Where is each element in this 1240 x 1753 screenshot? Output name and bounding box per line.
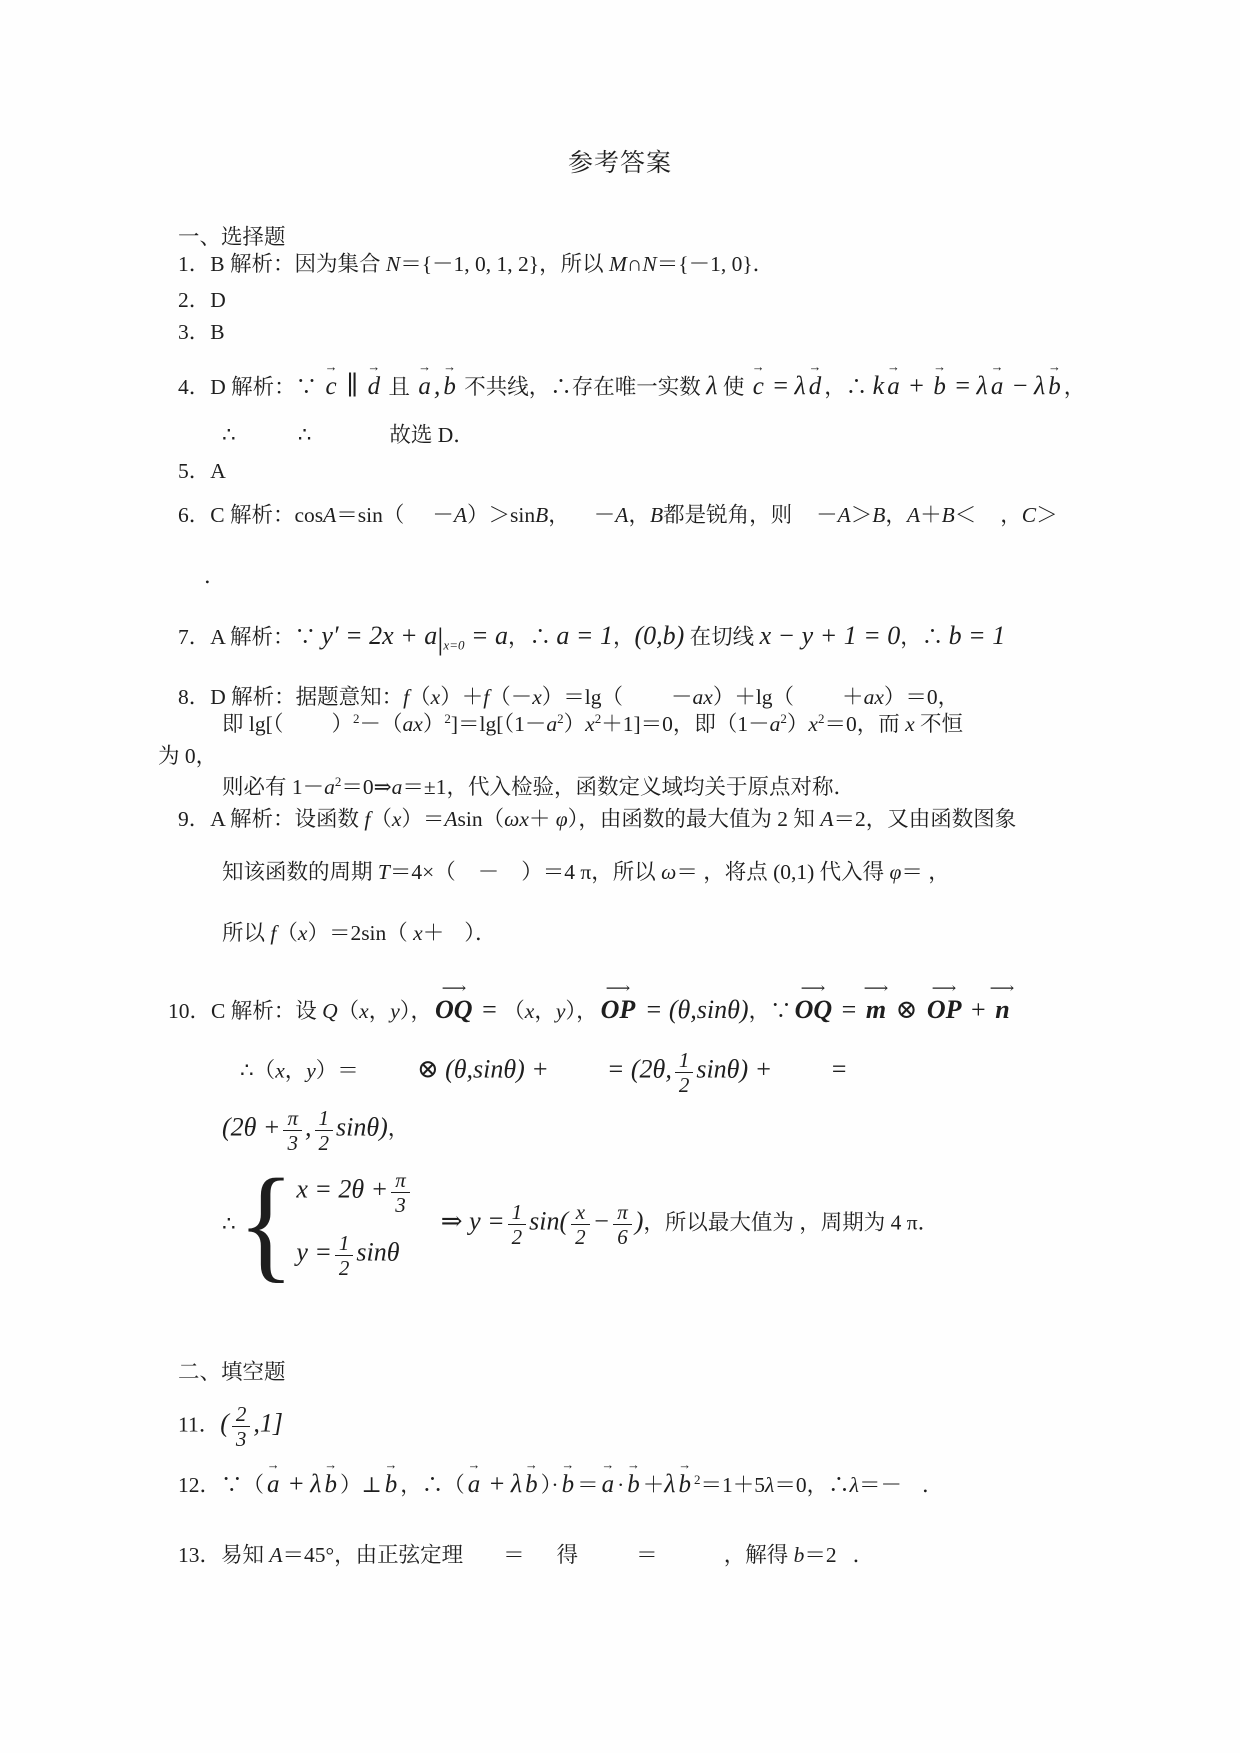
superscript: 2	[694, 1471, 701, 1487]
text-segment: ＝{－1, 0}．	[656, 252, 775, 276]
text-segment: 知该函数的周期	[222, 860, 378, 884]
math-italic-segment: λ	[1033, 371, 1046, 400]
math-italic-segment: λ	[706, 371, 718, 400]
text-segment: ∴	[222, 423, 236, 447]
text-segment: ＞	[850, 503, 873, 527]
fraction	[571, 1200, 590, 1249]
text-segment: 11．	[178, 1412, 221, 1437]
text-segment: ，∴（	[400, 1473, 465, 1497]
italic-variable: A	[906, 503, 921, 527]
fraction	[613, 1200, 632, 1249]
italic-variable: A	[323, 503, 337, 527]
italic-variable: A	[453, 503, 468, 527]
text-segment: ＋1]＝0，即（1－	[601, 712, 770, 736]
vector-symbol: a →	[264, 1464, 283, 1504]
system-brace: {	[237, 1152, 295, 1295]
math-upright-segment: ⇒	[440, 1206, 470, 1236]
superscript: 2	[444, 710, 451, 726]
text-segment: ＝4×（	[389, 860, 456, 884]
answer-8-line-3	[158, 740, 217, 772]
text-segment: 为 0，	[158, 744, 218, 768]
italic-variable: B	[649, 503, 664, 527]
text-segment: ）	[786, 712, 809, 736]
math-italic-segment: λ	[664, 1469, 676, 1498]
text-segment: ）＝4 π，所以	[521, 860, 662, 884]
vector-symbol: b →	[930, 366, 949, 406]
italic-variable: x	[585, 712, 595, 736]
text-segment: ），由函数的最大值为 2 知	[567, 807, 821, 831]
system-equations	[296, 1168, 412, 1281]
fraction-numerator: 1	[675, 1048, 694, 1073]
math-italic-segment: a = 1	[556, 621, 613, 650]
math-upright-segment: +	[483, 1469, 511, 1498]
vector-symbol: d →	[806, 366, 825, 406]
text-segment: 2．D	[178, 288, 226, 312]
text-segment: ·	[617, 1473, 625, 1497]
italic-variable: y	[306, 1058, 316, 1083]
answer-8-line-2	[222, 708, 963, 740]
text-segment: ，	[368, 999, 391, 1023]
text-segment: ＝0，而	[824, 712, 906, 736]
text-segment: ，	[628, 503, 650, 527]
answer-10-line-3	[222, 1106, 409, 1155]
fraction-numerator: 1	[508, 1200, 527, 1225]
italic-variable: A	[615, 503, 629, 527]
answer-8-line-4	[222, 771, 855, 803]
answer-9	[178, 803, 1016, 835]
vector-symbol: a →	[465, 1464, 484, 1504]
text-segment: ＝0，∴	[774, 1473, 850, 1497]
answer-6-line-2	[204, 560, 226, 592]
text-segment: ，	[1063, 375, 1086, 399]
text-segment: 3．B	[178, 320, 225, 344]
superscript: 2	[817, 710, 825, 726]
fraction-denominator: 2	[575, 1224, 586, 1249]
fraction-numerator: x	[571, 1200, 590, 1225]
text-segment: －	[477, 860, 500, 884]
italic-variable: a	[324, 775, 335, 799]
text-segment: ．	[921, 1473, 944, 1497]
math-italic-segment: =	[830, 1054, 848, 1084]
text-segment: ∴	[297, 423, 312, 447]
subscript: x=0	[443, 637, 465, 653]
text-segment: 所以	[222, 921, 271, 945]
italic-variable: x	[532, 685, 542, 709]
vector-symbol: b →	[1045, 366, 1064, 406]
math-upright-segment: =	[475, 995, 504, 1024]
italic-variable: ax	[692, 685, 713, 709]
italic-variable: x	[297, 921, 308, 945]
italic-variable: x	[808, 712, 818, 736]
fraction	[283, 1106, 302, 1155]
vector-symbol: b →	[676, 1464, 695, 1504]
text-segment: ＝sin（	[336, 503, 405, 527]
italic-variable: ax	[863, 685, 884, 709]
text-segment: ＋	[528, 807, 556, 831]
answer-9-line-3	[222, 917, 496, 949]
italic-variable: a	[546, 712, 558, 736]
text-segment: ＝2，又由函数图象	[833, 807, 1017, 831]
text-segment: ，∴	[508, 625, 557, 649]
italic-variable: Q	[322, 999, 338, 1023]
text-segment: ＝ ，将点 (0,1) 代入得	[676, 860, 890, 884]
math-italic-segment: b = 1	[948, 621, 1006, 650]
text-segment: ＝	[577, 1473, 599, 1497]
math-italic-segment: (0,b)	[634, 621, 685, 650]
fraction-numerator: π	[391, 1168, 410, 1193]
math-italic-segment: x − y + 1 = 0	[759, 621, 901, 650]
text-segment: 不共线，∴存在唯一实数	[458, 375, 707, 399]
text-segment: ＝45°，由正弦定理	[282, 1543, 464, 1567]
text-segment: 13．易知	[178, 1543, 270, 1567]
text-segment: 则必有 1－	[222, 775, 325, 799]
answer-13	[178, 1539, 874, 1571]
math-italic-segment: ⊗ (θ,sinθ) +	[416, 1054, 549, 1084]
vector-symbol: a →	[599, 1464, 618, 1504]
text-segment: ＋	[842, 685, 864, 709]
text-segment: －	[432, 503, 454, 527]
italic-variable: A	[820, 807, 834, 831]
vector-symbol: c →	[323, 366, 340, 406]
fraction-denominator: 6	[617, 1224, 628, 1249]
italic-variable: C	[1021, 503, 1037, 527]
answer-3	[178, 316, 225, 348]
italic-variable: B	[535, 503, 549, 527]
answer-4	[178, 366, 1085, 406]
italic-variable: f	[403, 685, 410, 709]
text-segment: ），	[399, 999, 433, 1023]
fraction	[335, 1231, 354, 1280]
math-italic-segment: x = 2θ +	[296, 1174, 389, 1204]
italic-variable: y	[555, 999, 566, 1023]
text-segment: 故选 D．	[389, 423, 475, 447]
system-conclusion	[441, 1200, 939, 1249]
text-segment: 5．A	[178, 459, 226, 483]
math-upright-segment: =	[766, 371, 795, 400]
text-segment: （	[337, 999, 360, 1023]
math-italic-segment: y′ = 2x + a	[321, 621, 438, 650]
text-segment: ．	[204, 564, 226, 588]
text-segment: 不恒	[914, 712, 964, 736]
italic-variable: A	[269, 1543, 283, 1567]
text-segment: ＝	[503, 1543, 525, 1567]
bold-vector-symbol: n ⟶	[992, 986, 1012, 1029]
superscript: 2	[594, 710, 602, 726]
vector-symbol: b →	[440, 366, 459, 406]
italic-variable: M	[608, 252, 627, 276]
text-segment: ，所以最大值为 ，周期为 4 π．	[643, 1210, 940, 1235]
text-segment: ）＝lg（	[541, 685, 623, 709]
text-segment: ）＝	[315, 1058, 359, 1083]
text-segment: ）＝0，	[883, 685, 960, 709]
math-italic-segment: λ	[976, 371, 988, 400]
italic-variable: f	[270, 921, 277, 945]
vector-symbol: b →	[559, 1464, 578, 1504]
text-segment: ，	[284, 1058, 307, 1083]
text-segment: ．	[852, 1543, 875, 1567]
fraction-numerator: 2	[232, 1402, 251, 1427]
fraction-denominator: 3	[395, 1193, 406, 1218]
math-italic-segment: sinθ)	[336, 1112, 388, 1142]
italic-variable: b	[793, 1543, 805, 1567]
text-segment: ＝－	[858, 1473, 902, 1497]
math-upright-segment: ⊗	[889, 995, 924, 1024]
text-segment: ＝ ，	[901, 860, 950, 884]
math-italic-segment: y =	[296, 1237, 332, 1267]
text-segment: ＞	[1036, 503, 1058, 527]
italic-variable: λ	[765, 1473, 775, 1497]
text-segment: －	[671, 685, 693, 709]
italic-variable: A	[444, 807, 458, 831]
fraction-numerator: 1	[315, 1106, 334, 1131]
text-segment: ，	[885, 503, 907, 527]
text-segment: 10．C 解析：设	[168, 999, 323, 1023]
fraction	[391, 1168, 410, 1217]
text-segment: －	[816, 503, 838, 527]
fraction-numerator: π	[613, 1200, 632, 1225]
text-segment: ，	[1000, 503, 1022, 527]
text-segment: ）	[563, 712, 586, 736]
text-segment: 即 lg[（	[222, 712, 284, 736]
answer-6	[178, 499, 1058, 531]
math-italic-segment: k	[872, 371, 885, 400]
math-italic-segment: λ	[510, 1469, 523, 1498]
vector-symbol: a →	[415, 366, 434, 406]
text-segment: ＝0⇒	[341, 775, 392, 799]
vector-symbol: b →	[522, 1464, 541, 1504]
text-segment: ＝±1，代入检验，函数定义域均关于原点对称．	[402, 775, 855, 799]
text-segment: ）⊥	[339, 1473, 382, 1497]
fraction	[315, 1106, 334, 1155]
fraction-denominator: 2	[338, 1256, 350, 1281]
vector-symbol: b →	[321, 1464, 340, 1504]
text-segment: ）＝	[401, 807, 445, 831]
text-segment: ，∴	[824, 375, 873, 399]
italic-variable: φ	[889, 860, 902, 884]
text-segment: ＜	[954, 503, 977, 527]
italic-variable: N	[385, 252, 401, 276]
math-italic-segment: λ	[310, 1469, 322, 1498]
text-segment: 得	[556, 1543, 579, 1567]
system-equation-2	[296, 1231, 412, 1280]
text-segment: ，	[612, 625, 635, 649]
text-segment: ＋	[642, 1473, 665, 1497]
document-title: 参考答案	[567, 150, 672, 177]
fraction-denominator: 3	[235, 1427, 247, 1452]
italic-variable: x	[359, 999, 369, 1023]
text-segment: （	[503, 999, 525, 1023]
text-segment: 且	[383, 375, 416, 399]
text-segment: 使	[717, 375, 750, 399]
italic-variable: λ	[849, 1473, 859, 1497]
text-segment: 7．A 解析：∵	[178, 625, 322, 649]
math-italic-segment: (	[220, 1408, 229, 1438]
text-segment: ∩	[626, 252, 643, 276]
italic-variable: x	[391, 807, 402, 831]
fraction	[508, 1200, 527, 1249]
text-segment: （－	[489, 685, 533, 709]
math-italic-segment: ,	[305, 1112, 312, 1142]
text-segment: ]＝lg[（1－	[450, 712, 547, 736]
answer-10-line-2	[240, 1048, 848, 1097]
text-segment: ＝	[636, 1543, 658, 1567]
text-segment: ）＋lg（	[712, 685, 795, 709]
text-segment: ）＝2sin（	[307, 921, 414, 945]
text-segment: ＝{－1, 0, 1, 2}，所以	[400, 252, 609, 276]
text-segment: ）＞sin	[467, 503, 536, 527]
italic-variable: ω	[661, 860, 677, 884]
italic-variable: x	[275, 1058, 285, 1083]
system-equation-1	[296, 1168, 412, 1217]
math-upright-segment: =	[835, 995, 863, 1024]
text-segment: ，	[548, 503, 570, 527]
italic-variable: x	[524, 999, 535, 1023]
vector-symbol: b →	[624, 1464, 643, 1504]
math-italic-segment: sinθ	[356, 1237, 400, 1267]
italic-variable: x	[905, 712, 915, 736]
answer-11	[178, 1402, 283, 1451]
bold-vector-symbol: m ⟶	[863, 986, 889, 1029]
italic-variable: y	[390, 999, 400, 1023]
italic-variable: A	[837, 503, 851, 527]
math-italic-segment: sin(	[529, 1206, 569, 1236]
vector-symbol: d →	[365, 366, 384, 406]
math-italic-segment: −	[592, 1206, 611, 1236]
answer-5	[178, 455, 226, 487]
math-italic-segment: y =	[469, 1206, 505, 1236]
text-segment: ＋	[422, 921, 445, 945]
fraction	[232, 1402, 251, 1451]
bold-vector-symbol: OP ⟶	[924, 986, 965, 1029]
text-segment: ∴（	[240, 1058, 276, 1083]
text-segment: sin（	[457, 807, 505, 831]
answer-12	[178, 1464, 943, 1504]
text-segment: （	[370, 807, 392, 831]
section-2-heading: 二、填空题	[178, 1360, 286, 1384]
answer-10	[168, 984, 1013, 1029]
vector-symbol: b →	[382, 1464, 401, 1504]
italic-variable: φ	[555, 807, 568, 831]
text-segment: ，∵	[748, 999, 792, 1023]
italic-variable: x	[519, 807, 529, 831]
text-segment: （	[409, 685, 431, 709]
fraction	[675, 1048, 694, 1097]
vector-symbol: c →	[750, 366, 767, 406]
italic-variable: N	[642, 252, 657, 276]
section-1-heading: 一、选择题	[178, 225, 286, 249]
text-segment: ）	[422, 712, 445, 736]
text-segment: ，∴	[900, 625, 949, 649]
text-segment: ）·	[540, 1473, 559, 1497]
evaluation-bar: |	[437, 621, 444, 656]
math-italic-segment: = (θ,sinθ)	[638, 995, 749, 1024]
fraction-denominator: 3	[287, 1131, 298, 1156]
italic-variable: a	[391, 775, 403, 799]
math-upright-segment: =	[948, 371, 977, 400]
math-italic-segment: = a	[464, 621, 509, 650]
superscript: 2	[557, 710, 564, 726]
italic-variable: ax	[402, 712, 423, 736]
text-segment: ）．	[464, 921, 497, 945]
math-italic-segment: (2θ +	[222, 1112, 281, 1142]
text-segment: 都是锐角，则	[663, 503, 793, 527]
fraction-denominator: 2	[511, 1224, 523, 1249]
math-italic-segment: ,1]	[253, 1408, 283, 1438]
text-segment: 8．D 解析：据题意知：	[178, 685, 404, 709]
text-segment: ，	[534, 999, 556, 1023]
superscript: 2	[353, 710, 360, 726]
answer-1	[178, 248, 774, 280]
text-segment: －	[593, 503, 616, 527]
text-segment: 12．∵（	[178, 1473, 265, 1497]
vector-symbol: a →	[884, 366, 903, 406]
text-segment: ，解得	[723, 1543, 794, 1567]
italic-variable: B	[941, 503, 955, 527]
math-italic-segment: = (2θ,	[606, 1054, 672, 1084]
answer-4-line-2	[222, 419, 475, 451]
italic-variable: T	[377, 860, 390, 884]
italic-variable: f	[364, 807, 371, 831]
fraction-denominator: 2	[318, 1131, 330, 1156]
text-segment: 在切线	[684, 625, 760, 649]
text-segment: （	[276, 921, 298, 945]
superscript: 2	[334, 773, 342, 789]
italic-variable: B	[872, 503, 886, 527]
math-italic-segment: )	[634, 1206, 644, 1236]
answer-10-system	[222, 1152, 940, 1295]
fraction-numerator: 1	[335, 1231, 354, 1256]
text-segment: ＝2	[804, 1543, 837, 1567]
fraction-numerator: π	[283, 1106, 302, 1131]
vector-symbol: a →	[988, 366, 1007, 406]
bold-vector-symbol: OP ⟶	[598, 986, 639, 1029]
therefore-symbol: ∴	[222, 1212, 236, 1237]
text-segment: 1．B 解析：因为集合	[178, 252, 386, 276]
math-upright-segment: ∥	[339, 371, 365, 400]
text-segment: －（	[359, 712, 403, 736]
text-segment: 6．C 解析：cos	[178, 503, 324, 527]
fraction-denominator: 2	[678, 1073, 690, 1098]
text-segment: ＋	[920, 503, 942, 527]
math-italic-segment: sinθ) +	[696, 1054, 773, 1084]
text-segment: ）＋	[440, 685, 484, 709]
answer-9-line-2	[222, 856, 950, 888]
italic-variable: a	[769, 712, 781, 736]
bold-vector-symbol: OQ ⟶	[432, 986, 476, 1029]
text-segment: ，	[387, 1116, 410, 1141]
math-upright-segment: +	[902, 371, 931, 400]
math-italic-segment: λ	[794, 371, 806, 400]
answer-2	[178, 284, 226, 316]
text-segment: ）	[331, 712, 354, 736]
bold-vector-symbol: OQ ⟶	[792, 986, 836, 1029]
math-italic-segment: ,	[433, 371, 441, 400]
answer-7	[178, 616, 1005, 655]
text-segment: ＝1＋5	[700, 1473, 766, 1497]
text-segment: ），	[565, 999, 598, 1023]
italic-variable: x	[413, 921, 423, 945]
text-segment: 9．A 解析：设函数	[178, 807, 365, 831]
math-upright-segment: −	[1006, 371, 1034, 400]
italic-variable: f	[483, 685, 490, 709]
superscript: 2	[780, 710, 787, 726]
text-segment: 4．D 解析：∵	[178, 375, 323, 399]
math-upright-segment: +	[282, 1469, 311, 1498]
italic-variable: ω	[504, 807, 520, 831]
italic-variable: x	[430, 685, 441, 709]
math-upright-segment: +	[964, 995, 993, 1024]
